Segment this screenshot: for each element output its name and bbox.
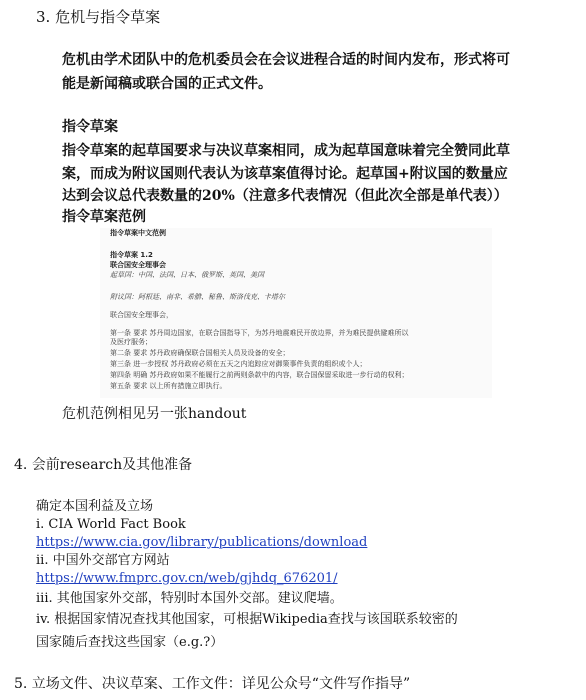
- example-title: 指令草案中文范例: [110, 229, 166, 237]
- example-note: 危机范例相见另一张handout: [62, 406, 247, 422]
- example-sponsors: 起草国：中国、法国、日本、俄罗斯、英国、美国: [110, 271, 264, 279]
- section-5-heading: 5. 立场文件、决议草案、工作文件：详见公众号“文件写作指导”: [14, 676, 411, 692]
- directive-example-image: [100, 228, 492, 398]
- research-intro: 确定本国利益及立场: [36, 499, 154, 514]
- example-clause: 第四条 明确 苏丹政府如果不能履行之前两则条款中的内容，联合国保留采取进一步行动的权利；: [110, 371, 409, 379]
- research-item-wikipedia-cont: 国家随后查找这些国家（e.g.?）: [36, 635, 224, 650]
- example-body-intro: 联合国安全理事会，: [110, 311, 173, 319]
- example-heading: 指令草案范例: [62, 209, 146, 225]
- research-item-other-mfa: iii. 其他国家外交部，特别时本国外交部。建议爬墙。: [36, 591, 343, 606]
- example-draft-number: 指令草案 1.2: [110, 251, 153, 259]
- research-item-cia: i. CIA World Fact Book: [36, 517, 186, 532]
- mfa-link[interactable]: https://www.fmprc.gov.cn/web/gjhdq_676201/: [36, 571, 338, 586]
- crisis-paragraph-line-2: 能是新闻稿或联合国的正式文件。: [62, 76, 272, 92]
- section-4-heading: 4. 会前research及其他准备: [14, 457, 193, 473]
- directive-heading: 指令草案: [62, 119, 118, 135]
- example-signatories: 附议国：阿根廷、南非、希腊、秘鲁、斯洛伐克、卡塔尔: [110, 293, 285, 301]
- example-clause: 第五条 要求 以上所有措施立即执行。: [110, 382, 227, 390]
- example-clause: 第三条 进一步授权 苏丹政府必须在五天之内追踪应对御策事件负责的组织或个人；: [110, 360, 367, 368]
- example-clause: 第二条 要求 苏丹政府确保联合国相关人员及设备的安全；: [110, 349, 290, 357]
- directive-paragraph-line-3: 达到会议总代表数量的20%（注意多代表情况（但此次全部是单代表））: [62, 188, 508, 204]
- research-item-mfa: ii. 中国外交部官方网站: [36, 553, 170, 568]
- example-clause: 第一条 要求 苏丹周边国家，在联合国指导下，为苏丹地震难民开放边界，并为难民提供避难所以: [110, 329, 409, 337]
- example-clause: 及医疗服务；: [110, 338, 152, 346]
- cia-link[interactable]: https://www.cia.gov/library/publications/download: [36, 535, 368, 550]
- directive-paragraph-line-2: 案，而成为附议国则代表认为该草案值得讨论。起草国+附议国的数量应: [62, 166, 508, 182]
- section-3-heading: 3. 危机与指令草案: [36, 8, 161, 26]
- research-item-wikipedia: iv. 根据国家情况查找其他国家，可根据Wikipedia查找与该国联系较密的: [36, 612, 458, 627]
- example-committee: 联合国安全理事会: [110, 261, 166, 269]
- crisis-paragraph-line-1: 危机由学术团队中的危机委员会在会议进程合适的时间内发布，形式将可: [62, 52, 510, 68]
- directive-paragraph-line-1: 指令草案的起草国要求与决议草案相同，成为起草国意味着完全赞同此草: [62, 143, 510, 159]
